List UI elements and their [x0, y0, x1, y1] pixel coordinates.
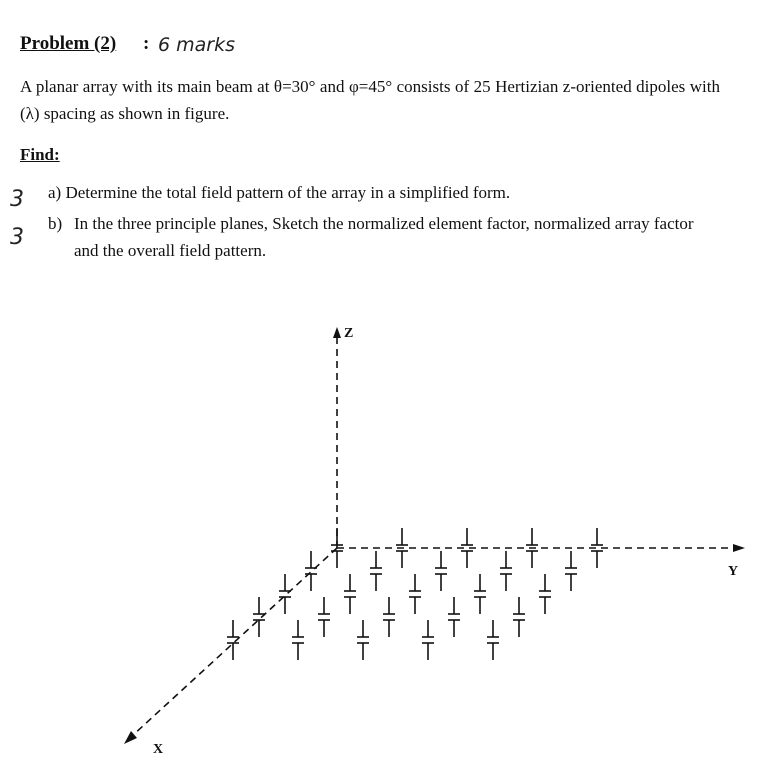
handwritten-marks: 6 marks	[158, 34, 235, 56]
problem-title-colon: :	[143, 33, 150, 54]
dipole-element	[422, 620, 434, 660]
x-axis	[132, 548, 337, 736]
dipole-element	[565, 551, 577, 591]
y-axis-arrow	[733, 544, 745, 552]
handwritten-mark-a: 3	[10, 187, 24, 212]
dipole-array-figure	[0, 300, 770, 764]
dipole-element	[370, 551, 382, 591]
dipole-element	[305, 551, 317, 591]
dipole-element	[487, 620, 499, 660]
dipole-element	[357, 620, 369, 660]
y-axis-label: Y	[728, 564, 739, 579]
z-axis-arrow	[333, 327, 341, 338]
dipole-element	[435, 551, 447, 591]
dipole-element	[500, 551, 512, 591]
find-item-b-text: In the three principle planes, Sketch the normalized element factor, normalized array factor and the overall field pattern.	[74, 214, 694, 260]
dipole-element	[253, 597, 265, 637]
find-item-b-label: b)	[48, 214, 63, 233]
problem-title: Problem (2)	[20, 33, 117, 54]
find-item-b	[48, 210, 718, 264]
dipole-element	[279, 574, 291, 614]
dipole-element	[474, 574, 486, 614]
dipole-element	[513, 597, 525, 637]
dipole-element	[383, 597, 395, 637]
dipole-element	[539, 574, 551, 614]
dipole-element	[318, 597, 330, 637]
problem-statement: A planar array with its main beam at θ=30° and φ=45° consists of 25 Hertizian z-oriented dipoles with (λ) spacing as shown in figure.	[20, 77, 720, 123]
find-item-a-text: Determine the total field pattern of the array in a simplified form.	[65, 183, 511, 202]
x-axis-label: X	[153, 742, 164, 757]
find-item-a-label: a)	[48, 183, 62, 202]
find-item-a	[48, 183, 510, 203]
dipole-element	[292, 620, 304, 660]
dipole-element	[448, 597, 460, 637]
x-axis-arrow	[124, 731, 137, 744]
z-axis-label: Z	[344, 326, 354, 341]
find-heading: Find:	[20, 145, 60, 164]
dipole-element	[409, 574, 421, 614]
handwritten-mark-b: 3	[10, 225, 24, 250]
dipole-element	[344, 574, 356, 614]
